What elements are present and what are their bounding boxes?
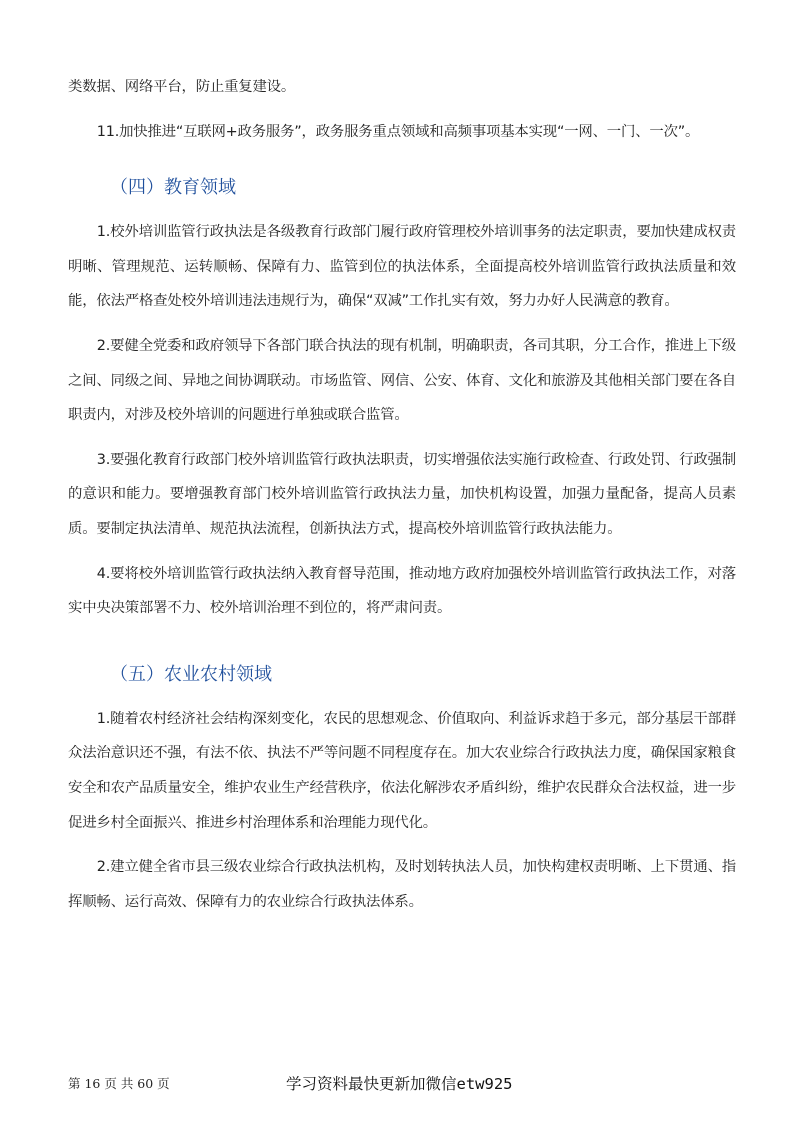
paragraph-education-1: 1.校外培训监管行政执法是各级教育行政部门履行政府管理校外培训事务的法定职责，要加快建成权责明晰、管理规范、运转顺畅、保障有力、监管到位的执法体系，全面提高校外培训监管行政执法质量和效能，依法严格查处校外培训违法违规行为，确保“双减”工作扎实有效，努力办好人民满意的教育。 [68,224,736,310]
paragraph-education-4: 4.要将校外培训监管行政执法纳入教育督导范围，推动地方政府加强校外培训监管行政执法工作，对落实中央决策部署不力、校外培训治理不到位的，将严肃问责。 [68,565,736,617]
paragraph-continuation: 类数据、网络平台，防止重复建设。 [68,79,296,95]
footer-watermark-text: 学习资料最快更新加微信etw925 [286,1075,513,1093]
section-heading-education: （四）教育领域 [110,177,236,199]
page-number: 第 16 页 共 60 页 [68,1076,170,1091]
paragraph-11-internet-gov-services: 11.加快推进“互联网+政务服务”，政务服务重点领域和高频事项基本实现“一网、一门、一次”。 [96,123,700,140]
paragraph-education-3: 3.要强化教育行政部门校外培训监管行政执法职责，切实增强依法实施行政检查、行政处罚、行政强制的意识和能力。要增强教育部门校外培训监管行政执法力量，加快机构设置，加强力量配备，提高人员素质。要制定执法清单、规范执法流程，创新执法方式，提高校外培训监管行政执法能力。 [68,451,736,537]
paragraph-education-2: 2.要健全党委和政府领导下各部门联合执法的现有机制，明确职责，各司其职，分工合作，推进上下级之间、同级之间、异地之间协调联动。市场监管、网信、公安、体育、文化和旅游及其他相关部门要在各自职责内，对涉及校外培训的问题进行单独或联合监管。 [68,337,736,424]
paragraph-agriculture-1: 1.随着农村经济社会结构深刻变化，农民的思想观念、价值取向、利益诉求趋于多元，部分基层干部群众法治意识还不强，有法不依、执法不严等问题不同程度存在。加大农业综合行政执法力度，确保国家粮食安全和农产品质量安全，维护农业生产经营秩序，依法化解涉农矛盾纠纷，维护农民群众合法权益，进一步促进乡村全面振兴、推进乡村治理体系和治理能力现代化。 [68,710,736,831]
page-body [68,70,736,929]
paragraph-agriculture-2: 2.建立健全省市县三级农业综合行政执法机构，及时划转执法人员，加快构建权责明晰、上下贯通、指挥顺畅、运行高效、保障有力的农业综合行政执法体系。 [68,859,736,910]
section-heading-agriculture: （五）农业农村领域 [110,663,272,685]
